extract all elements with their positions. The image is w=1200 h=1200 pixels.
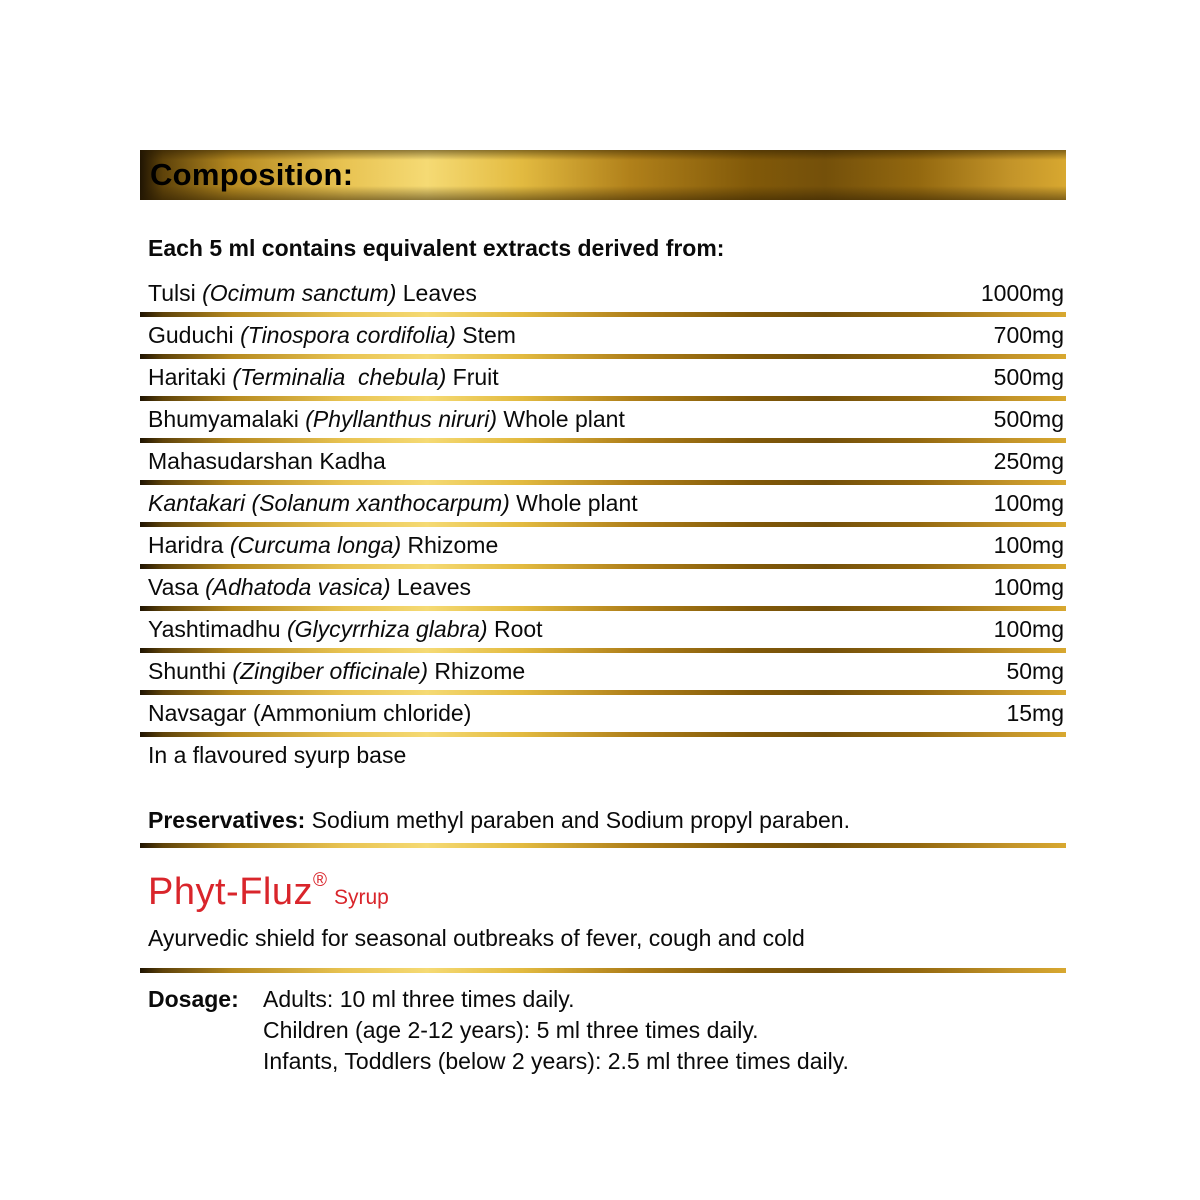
base-note-row <box>140 737 1066 774</box>
ingredient-row-bhumyamalaki <box>140 401 1066 438</box>
ingredient-amount: 50mg <box>1006 658 1064 684</box>
composition-banner <box>140 150 1066 200</box>
ingredient-row-vasa <box>140 569 1066 606</box>
ingredient-amount: 250mg <box>993 448 1064 474</box>
composition-table <box>140 275 1066 774</box>
section-title-composition: Composition: <box>150 157 354 192</box>
brand-tagline: Ayurvedic shield for seasonal outbreaks of fever, cough and cold <box>148 925 805 951</box>
composition-subheading: Each 5 ml contains equivalent extracts derived from: <box>148 235 725 261</box>
ingredient-row-tulsi <box>140 275 1066 312</box>
gold-divider <box>140 968 1066 973</box>
ingredient-name: Shunthi (Zingiber officinale) Rhizome <box>148 658 526 684</box>
dosage-label: Dosage: <box>148 986 239 1012</box>
ingredient-amount: 100mg <box>993 574 1064 600</box>
ingredient-amount: 1000mg <box>980 280 1064 306</box>
ingredient-name: Mahasudarshan Kadha <box>148 448 386 474</box>
product-label <box>140 150 1066 1077</box>
brand-name: Phyt-Fluz <box>148 871 313 913</box>
ingredient-amount: 500mg <box>993 364 1064 390</box>
ingredient-amount: 15mg <box>1006 700 1064 726</box>
dosage-section <box>140 984 1066 1077</box>
ingredient-row-shunthi <box>140 653 1066 690</box>
ingredient-name: Tulsi (Ocimum sanctum) Leaves <box>148 280 477 306</box>
ingredient-amount: 100mg <box>993 490 1064 516</box>
ingredient-row-kantakari <box>140 485 1066 522</box>
ingredient-name: Guduchi (Tinospora cordifolia) Stem <box>148 322 516 348</box>
registered-trademark-icon: ® <box>312 870 327 891</box>
preservatives-line <box>140 807 1066 843</box>
ingredient-name: Haridra (Curcuma longa) Rhizome <box>148 532 499 558</box>
ingredient-row-haridra <box>140 527 1066 564</box>
brand-line <box>148 859 1066 922</box>
dosage-line-adults: Adults: 10 ml three times daily. <box>263 986 575 1012</box>
preservatives-text: Sodium methyl paraben and Sodium propyl paraben. <box>305 807 850 833</box>
ingredient-name: Bhumyamalaki (Phyllanthus niruri) Whole plant <box>148 406 625 432</box>
dosage-line-children: Children (age 2-12 years): 5 ml three times daily. <box>263 1017 759 1043</box>
base-note: In a flavoured syurp base <box>148 742 407 768</box>
ingredient-amount: 700mg <box>993 322 1064 348</box>
preservatives-label: Preservatives: <box>148 807 306 833</box>
ingredient-row-guduchi <box>140 317 1066 354</box>
ingredient-row-yashtimadhu <box>140 611 1066 648</box>
brand-block <box>140 859 1066 952</box>
gold-divider <box>140 843 1066 848</box>
ingredient-row-navsagar <box>140 695 1066 732</box>
ingredient-row-mahasudarshan <box>140 443 1066 480</box>
ingredient-name: Yashtimadhu (Glycyrrhiza glabra) Root <box>148 616 543 642</box>
ingredient-row-haritaki <box>140 359 1066 396</box>
dosage-lines <box>263 984 849 1077</box>
dosage-line-infants: Infants, Toddlers (below 2 years): 2.5 ml three times daily. <box>263 1048 849 1074</box>
ingredient-name: Haritaki (Terminalia chebula) Fruit <box>148 364 499 390</box>
ingredient-name: Kantakari (Solanum xanthocarpum) Whole plant <box>148 490 638 516</box>
ingredient-amount: 100mg <box>993 532 1064 558</box>
ingredient-name: Navsagar (Ammonium chloride) <box>148 700 472 726</box>
brand-suffix: Syrup <box>333 886 389 909</box>
ingredient-amount: 500mg <box>993 406 1064 432</box>
ingredient-name: Vasa (Adhatoda vasica) Leaves <box>148 574 472 600</box>
ingredient-amount: 100mg <box>993 616 1064 642</box>
